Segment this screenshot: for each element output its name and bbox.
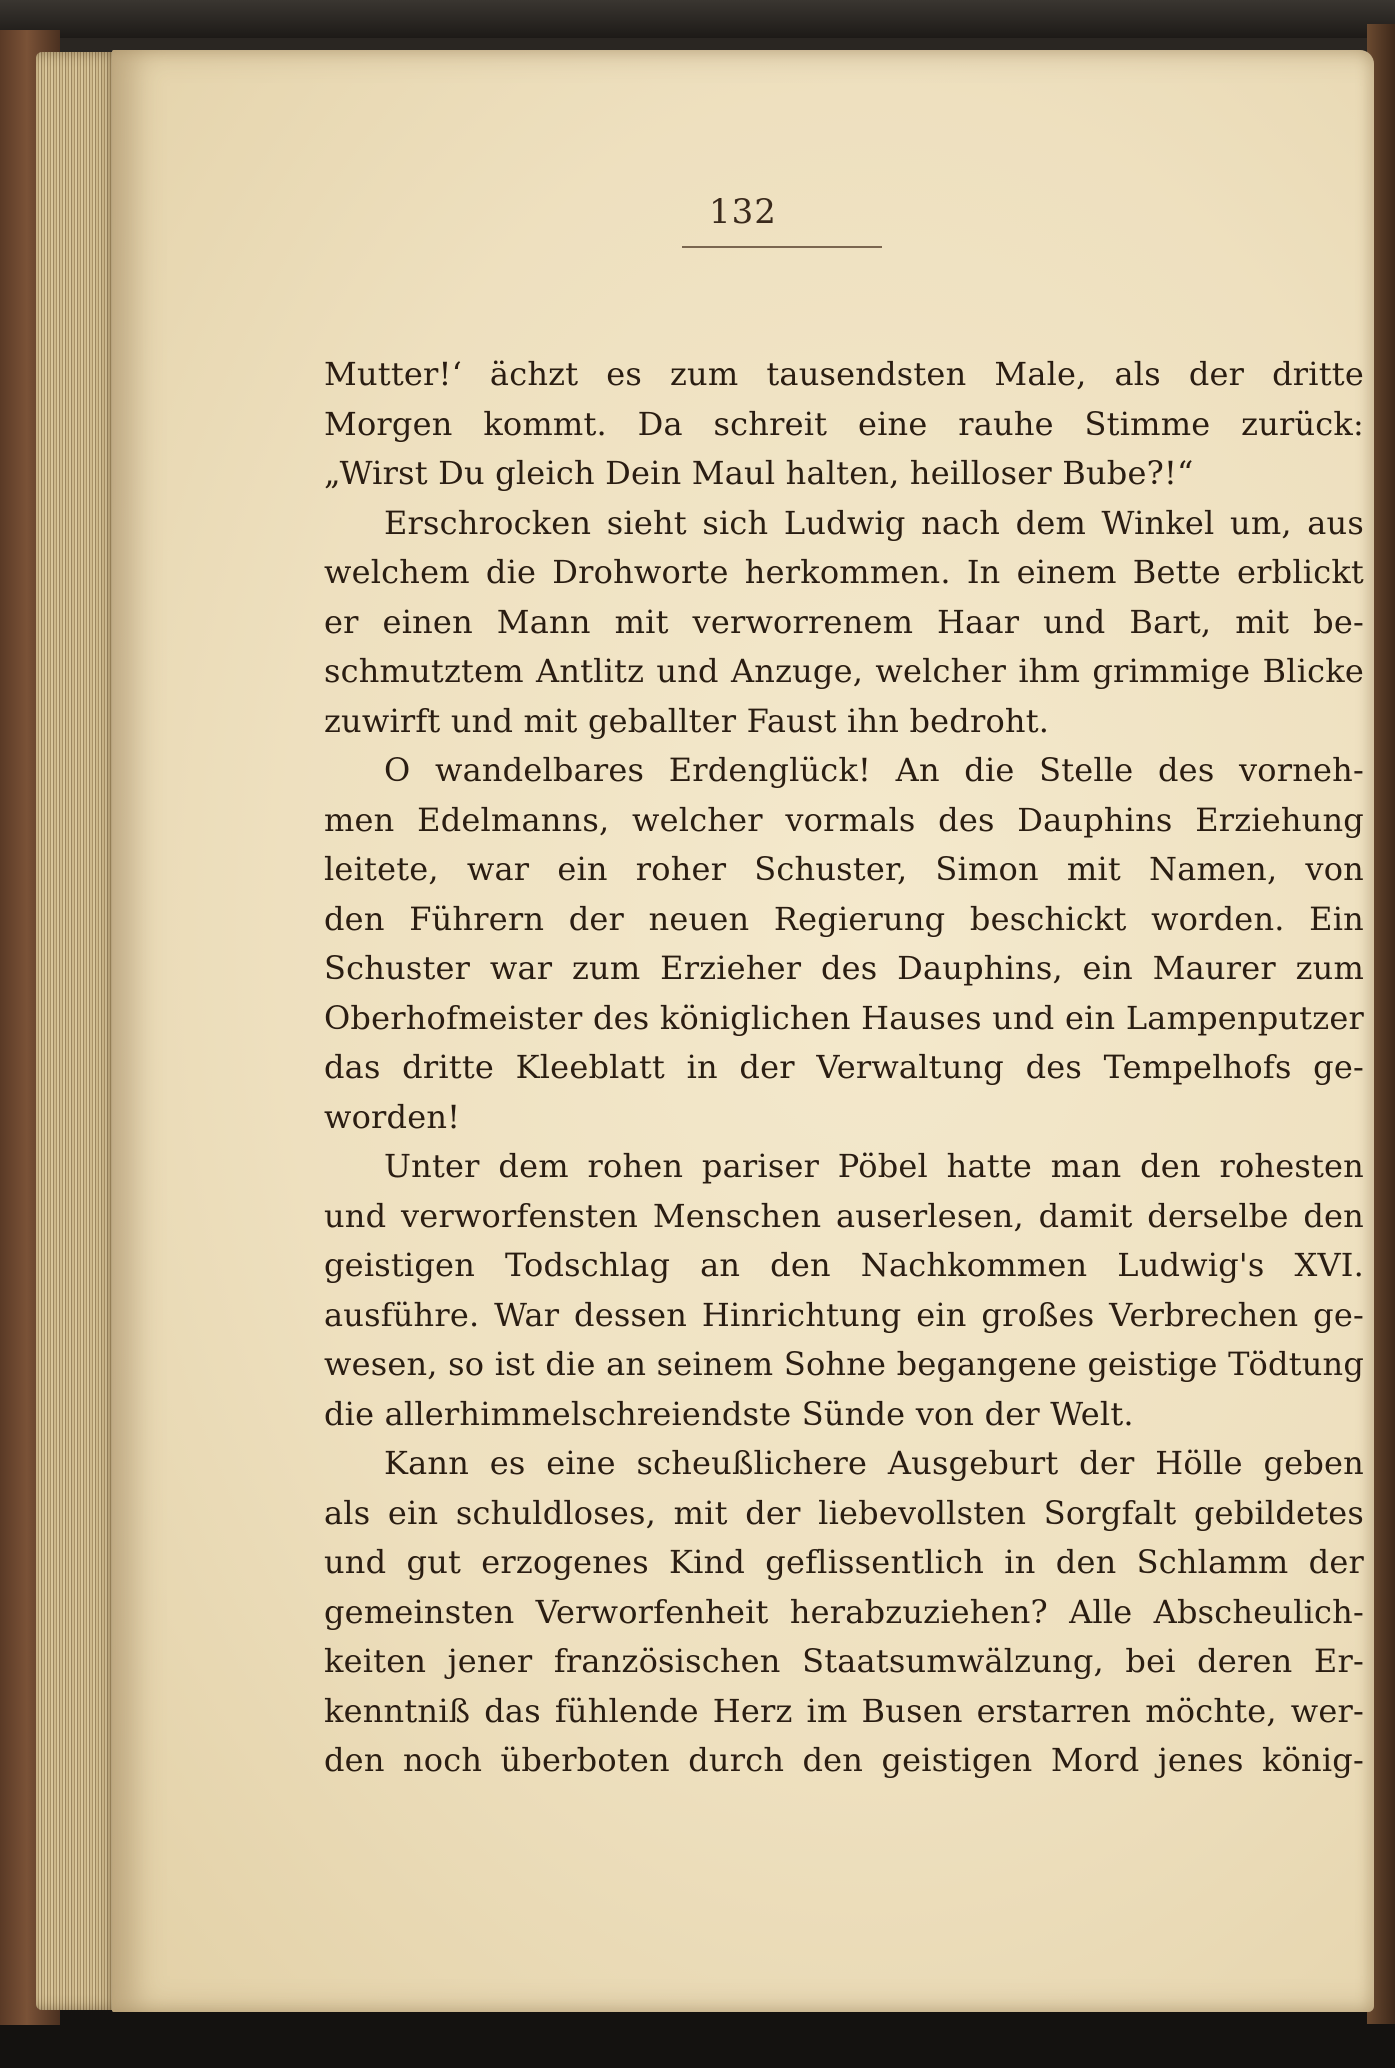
text-line: welchem die Drohworte herkommen. In einem Bette erblickt (324, 553, 1364, 591)
text-line: den Führern der neuen Regierung beschickt worden. Ein (324, 899, 1364, 938)
body-text (324, 350, 1364, 1786)
text-line: Morgen kommt. Da schreit eine rauhe Stimme zurück: (324, 404, 1364, 443)
header-rule (682, 246, 882, 248)
text-line: das dritte Kleeblatt in der Verwaltung des Tempelhofs ge- (324, 1048, 1364, 1086)
text-line: die allerhimmelschreiendste Sünde von der Welt. (324, 1394, 1134, 1433)
text-line: worden! (324, 1097, 461, 1136)
text-line: zuwirft und mit geballter Faust ihn bedroht. (324, 701, 1050, 740)
page-number: 132 (709, 192, 777, 232)
text-line: Erschrocken sieht sich Ludwig nach dem Winkel um, aus (384, 503, 1364, 542)
text-line: und gut erzogenes Kind geflissentlich in den Schlamm der (324, 1543, 1364, 1581)
text-line: den noch überboten durch den geistigen Mord jenes könig- (324, 1741, 1364, 1779)
text-line: als ein schuldloses, mit der liebevollsten Sorgfalt gebildetes (324, 1493, 1364, 1532)
text-line: wesen, so ist die an seinem Sohne begangene geistige Tödtung (324, 1345, 1364, 1383)
text-line: kenntniß das fühlende Herz im Busen erstarren möchte, wer- (324, 1691, 1364, 1730)
text-line: und verworfensten Menschen auserlesen, damit derselbe den (324, 1196, 1364, 1235)
text-line: Mutter!‘ ächzt es zum tausendsten Male, als der dritte (324, 355, 1364, 393)
text-line: leitete, war ein roher Schuster, Simon mit Namen, von (324, 850, 1364, 888)
text-line: er einen Mann mit verworrenem Haar und Bart, mit be- (324, 602, 1364, 641)
text-line: O wandelbares Erdenglück! An die Stelle des vorneh- (384, 751, 1364, 789)
text-line: Unter dem rohen pariser Pöbel hatte man den rohesten (384, 1147, 1364, 1185)
book-top-edge (0, 0, 1395, 38)
book-page (112, 50, 1374, 2012)
text-line: Oberhofmeister des königlichen Hauses und ein Lampenputzer (324, 998, 1364, 1037)
text-line: geistigen Todschlag an den Nachkommen Ludwig's XVI. (324, 1246, 1364, 1284)
text-line: keiten jener französischen Staatsumwälzung, bei deren Er- (324, 1642, 1364, 1680)
text-line: „Wirst Du gleich Dein Maul halten, heilloser Bube?!“ (324, 454, 1194, 492)
text-line: gemeinsten Verworfenheit herabzuziehen? Alle Abscheulich- (324, 1592, 1364, 1631)
text-line: ausführe. War dessen Hinrichtung ein großes Verbrechen ge- (324, 1295, 1364, 1334)
text-line: men Edelmanns, welcher vormals des Dauphins Erziehung (324, 800, 1364, 839)
text-line: Schuster war zum Erzieher des Dauphins, ein Maurer zum (324, 949, 1364, 987)
page-stack-edges (36, 52, 120, 2010)
text-line: schmutztem Antlitz und Anzuge, welcher ihm grimmige Blicke (324, 652, 1364, 690)
text-line: Kann es eine scheußlichere Ausgeburt der Hölle geben (384, 1444, 1364, 1482)
